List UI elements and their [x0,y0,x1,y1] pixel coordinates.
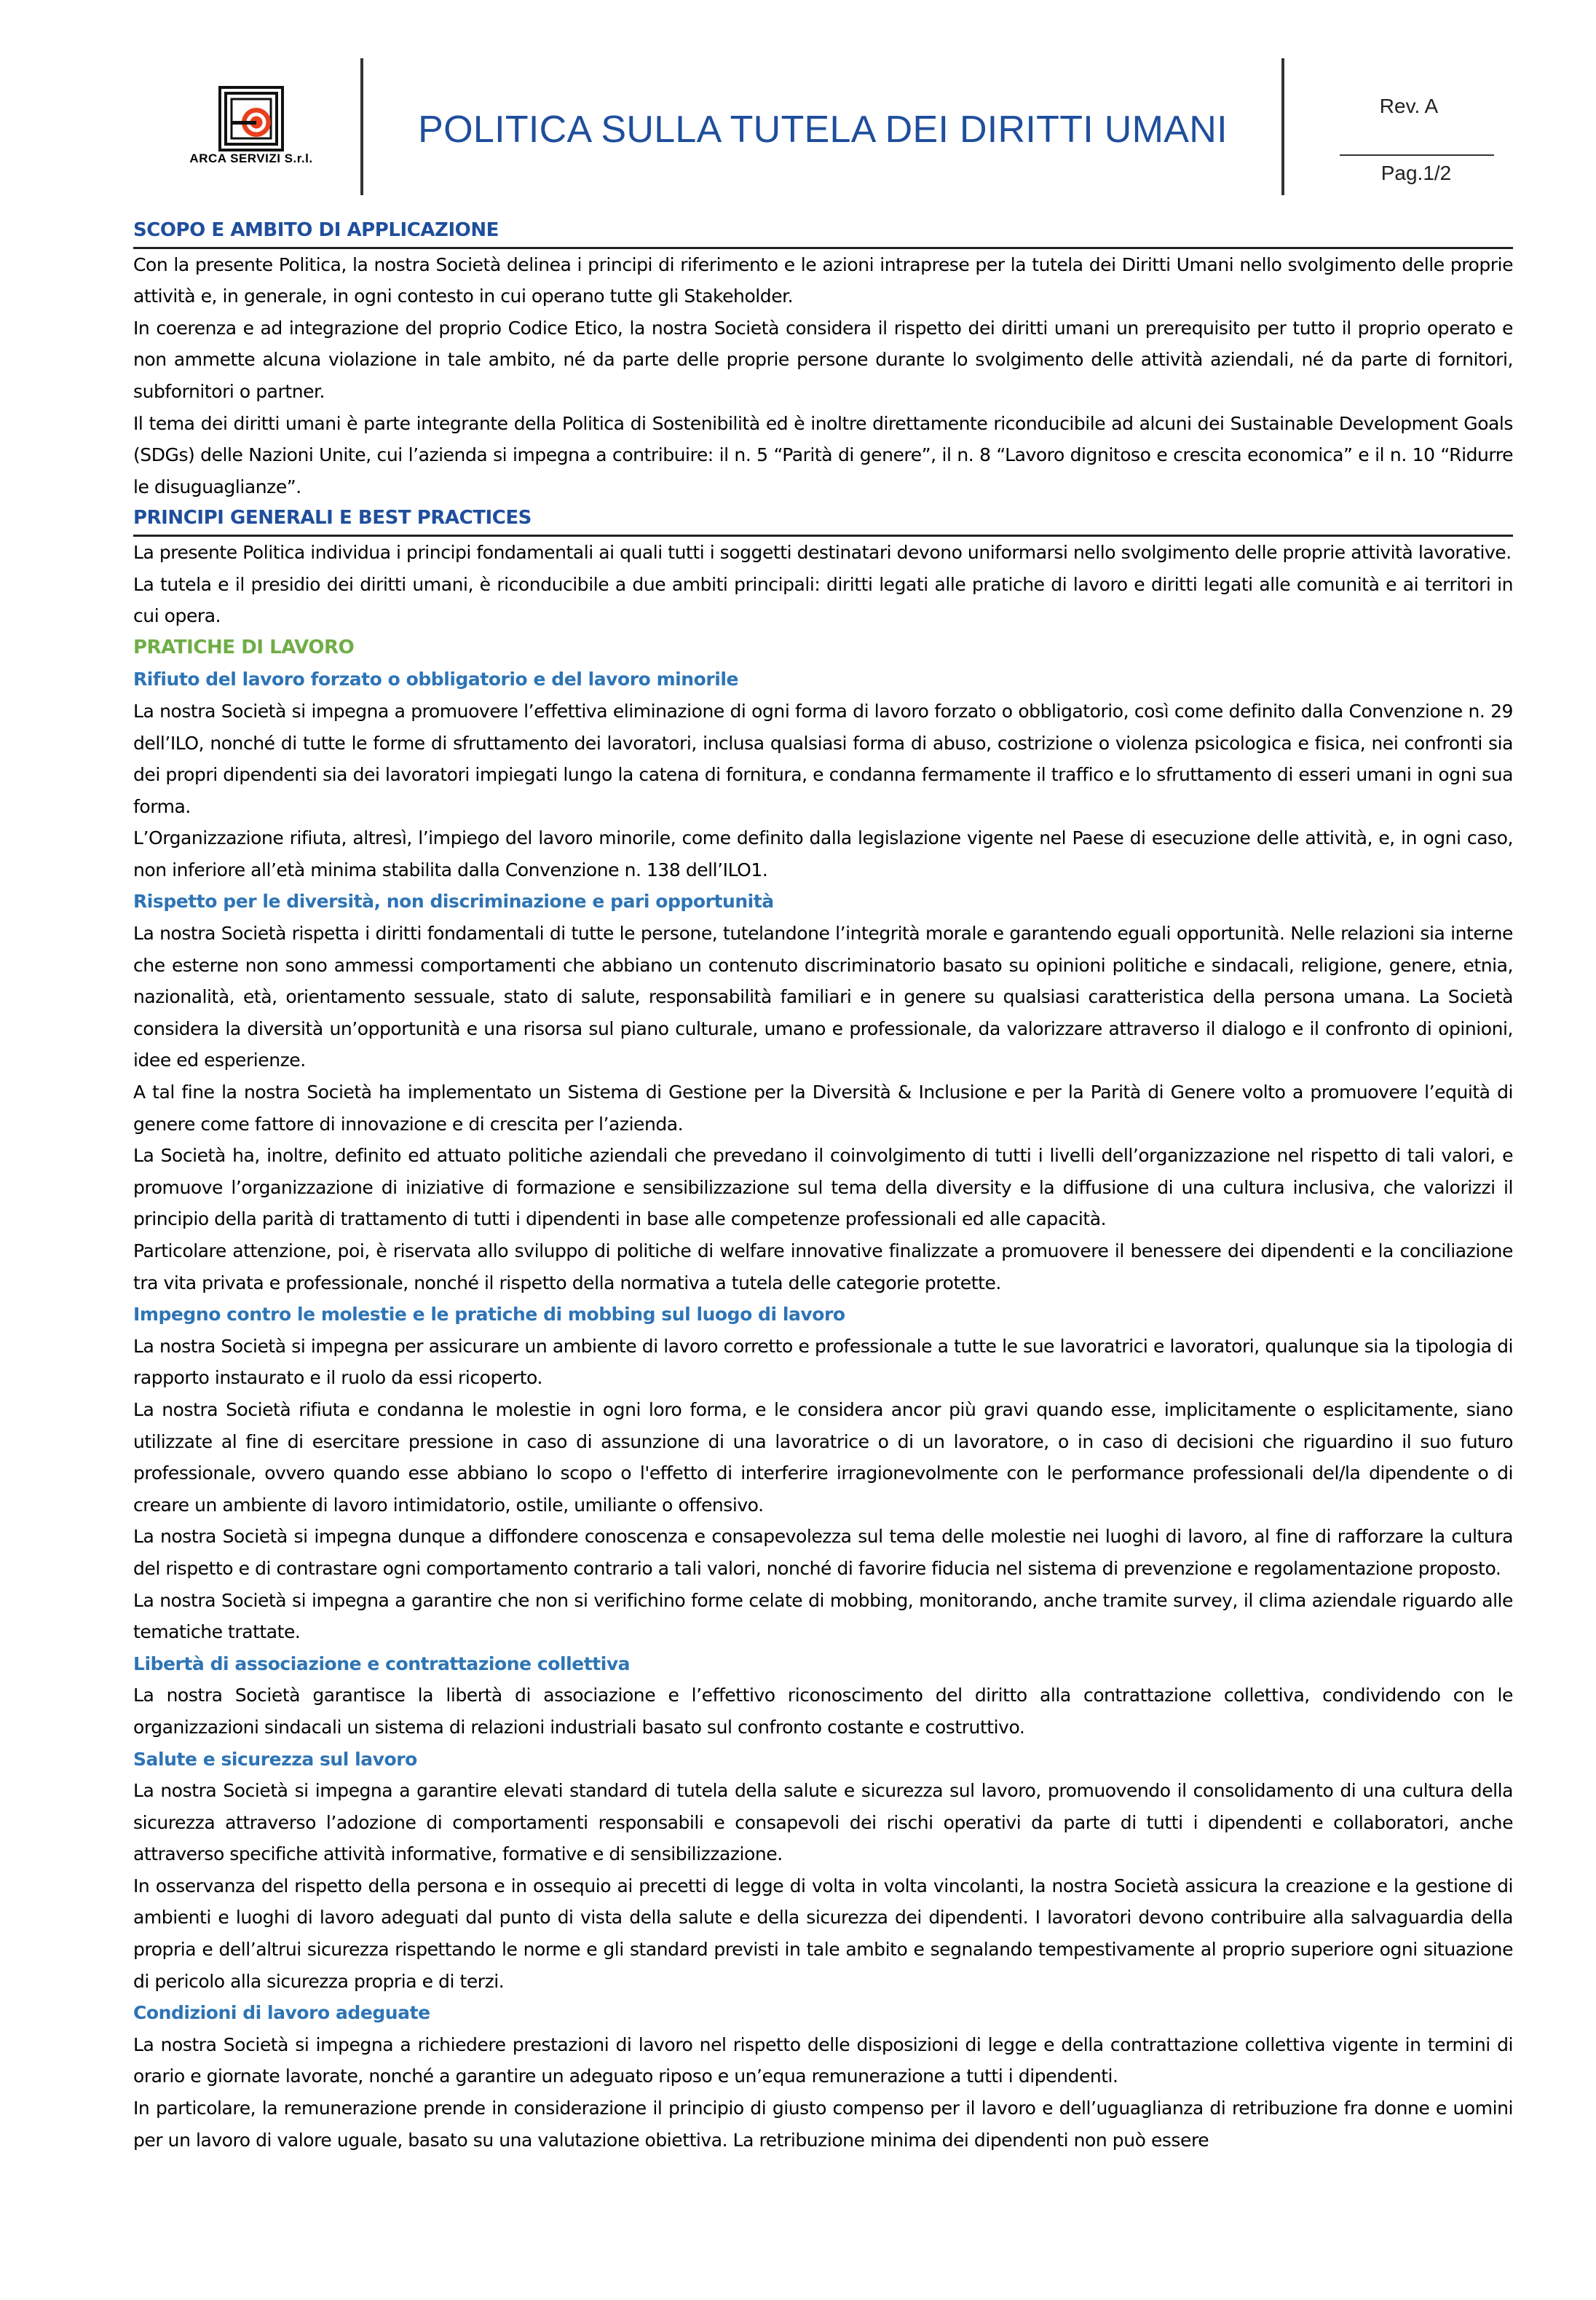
subsection-heading: Salute e sicurezza sul lavoro [133,1748,417,1770]
document-header [0,0,1596,204]
document-body [133,215,1513,2156]
company-name: ARCA SERVIZI S.r.l. [189,151,313,165]
paragraph: La nostra Società si impegna a garantire elevati standard di tutela della salute e sicurezza sul lavoro, promuovendo il consolidamento di una cultura della sicurezza attraverso l’adozione di comportamenti responsabili e consapevoli dei rischi operativi da parte di tutti i dipendenti e collaboratori, anche attraverso specifiche attività informative, formative e di sensibilizzazione. [133,1780,1513,1865]
paragraph: La nostra Società si impegna dunque a diffondere conoscenza e consapevolezza sul tema delle molestie nei luoghi di lavoro, al fine di rafforzare la cultura del rispetto e di contrastare ogni comportamento contrario a tali valori, nonché di favorire fiducia nel sistema di prevenzione e regolamentazione proposto. [133,1526,1513,1579]
arca-logo-icon [218,86,284,151]
page-number: Pag.1/2 [1380,162,1452,184]
revision-label: Rev. A [1379,95,1439,117]
paragraph: La nostra Società si impegna a promuovere l’effettiva eliminazione di ogni forma di lavoro forzato o obbligatorio, così come definito dalla Convenzione n. 29 dell’ILO, nonché di tutte le forme di sfruttamento dei lavoratori, inclusa qualsiasi forma di abuso, costrizione o violenza psicologica e fisica, nei confronti sia dei propri dipendenti sia dei lavoratori impiegati lungo la catena di fornitura, e condanna fermamente il traffico e lo sfruttamento di esseri umani in ogni sua forma. [133,700,1513,817]
paragraph: In particolare, la remunerazione prende in considerazione il principio di giusto compenso per il lavoro e dell’uguaglianza di retribuzione fra donne e uomini per un lavoro di valore uguale, basato su una valutazione obiettiva. La retribuzione minima dei dipendenti non può essere [133,2098,1513,2151]
paragraph: La tutela e il presidio dei diritti umani, è riconducibile a due ambiti principali: diritti legati alle pratiche di lavoro e diritti legati alle comunità e ai territori in cui opera. [133,573,1513,627]
subsection-heading: Libertà di associazione e contrattazione collettiva [133,1653,631,1674]
document-title: POLITICA SULLA TUTELA DEI DIRITTI UMANI [418,109,1228,151]
subsection-heading: Rispetto per le diversità, non discriminazione e pari opportunità [133,891,774,913]
paragraph: In coerenza e ad integrazione del proprio Codice Etico, la nostra Società considera il rispetto dei diritti umani un prerequisito per tutto il proprio operato e non ammette alcuna violazione in tale ambito, né da parte delle proprie persone durante lo svolgimento delle attività aziendali, né da parte di fornitori, subfornitori o partner. [133,317,1513,402]
paragraph: Con la presente Politica, la nostra Società delinea i principi di riferimento e le azioni intraprese per la tutela dei Diritti Umani nello svolgimento delle proprie attività e, in generale, in ogni contesto in cui operano tutte gli Stakeholder. [133,253,1513,307]
revision-separator [1340,154,1494,156]
paragraph: In osservanza del rispetto della persona e in ossequio ai precetti di legge di volta in volta vincolanti, la nostra Società assicura la creazione e la gestione di ambienti e luoghi di lavoro adeguati dal punto di vista della salute e della sicurezza dei dipendenti. I lavoratori devono contribuire alla salvaguardia della propria e dell’altrui sicurezza rispettando le norme e gli standard previsti in tale ambito e segnalando tempestivamente al proprio superiore ogni situazione di pericolo alla sicurezza propria e di terzi. [133,1875,1513,1992]
paragraph: Il tema dei diritti umani è parte integrante della Politica di Sostenibilità ed è inoltre direttamente riconducibile ad alcuni dei Sustainable Development Goals (SDGs) delle Nazioni Unite, cui l’azienda si impegna a contribuire: il n. 5 “Parità di genere”, il n. 8 “Lavoro dignitoso e crescita economica” e il n. 10 “Ridurre le disuguaglianze”. [133,412,1513,497]
section-heading: SCOPO E AMBITO DI APPLICAZIONE [133,215,1513,249]
paragraph: La nostra Società si impegna a richiedere prestazioni di lavoro nel rispetto delle disposizioni di legge e della contrattazione collettiva vigente in termini di orario e giornate lavorate, nonché a garantire un adeguato riposo e un’equa remunerazione a tutti i dipendenti. [133,2033,1513,2087]
paragraph: La nostra Società si impegna a garantire che non si verifichino forme celate di mobbing, monitorando, anche tramite survey, il clima aziendale riguardo alle tematiche trattate. [133,1589,1513,1643]
paragraph: La nostra Società garantisce la libertà di associazione e l’effettivo riconoscimento del diritto alla contrattazione collettiva, condividendo con le organizzazioni sindacali un sistema di relazioni industriali basato sul confronto costante e costruttivo. [133,1685,1513,1738]
paragraph: La nostra Società si impegna per assicurare un ambiente di lavoro corretto e professionale a tutte le sue lavoratrici e lavoratori, qualunque sia la tipologia di rapporto instaurato e il ruolo da essi ricoperto. [133,1335,1513,1389]
paragraph: A tal fine la nostra Società ha implementato un Sistema di Gestione per la Diversità & Inclusione e per la Parità di Genere volto a promuovere l’equità di genere come fattore di innovazione e di crescita per l’azienda. [133,1082,1513,1135]
subsection-heading: Impegno contro le molestie e le pratiche di mobbing sul luogo di lavoro [133,1304,845,1326]
paragraph: La nostra Società rifiuta e condanna le molestie in ogni loro forma, e le considera ancor più gravi quando esse, implicitamente o esplicitamente, siano utilizzate al fine di esercitare pressione in caso di assunzione di una lavoratrice o di un lavoratore, o in caso di decisioni che riguardino il suo futuro professionale, ovvero quando esse abbiano lo scopo o l'effetto di interferire irragionevolmente con le performance professionali del/la dipendente o di creare un ambiente di lavoro intimidatorio, ostile, umiliante o offensivo. [133,1398,1513,1516]
group-heading: PRATICHE DI LAVORO [133,636,355,658]
header-divider-right [1281,58,1284,195]
paragraph: La Società ha, inoltre, definito ed attuato politiche aziendali che prevedano il coinvolgimento di tutti i livelli dell’organizzazione nel rispetto di tali valori, e promuove l’organizzazione di iniziative di formazione e sensibilizzazione sul tema della diversity e la diffusione di una cultura inclusiva, che valorizzi il principio della parità di trattamento di tutti i dipendenti in base alle competenze professionali ed alle capacità. [133,1145,1513,1230]
paragraph: Particolare attenzione, poi, è riservata allo sviluppo di politiche di welfare innovative finalizzate a promuovere il benessere dei dipendenti e la conciliazione tra vita privata e professionale, nonché il rispetto della normativa a tutela delle categorie protette. [133,1240,1513,1293]
paragraph: La presente Politica individua i principi fondamentali ai quali tutti i soggetti destinatari devono uniformarsi nello svolgimento delle proprie attività lavorative. [133,541,1512,563]
subsection-heading: Condizioni di lavoro adeguate [133,2002,430,2024]
section-heading: PRINCIPI GENERALI E BEST PRACTICES [133,503,1513,537]
paragraph: La nostra Società rispetta i diritti fondamentali di tutte le persone, tutelandone l’integrità morale e garantendo eguali opportunità. Nelle relazioni sia interne che esterne non sono ammessi comportamenti che abbiano un contenuto discriminatorio basato su opinioni politiche e sindacali, religione, genere, etnia, nazionalità, età, orientamento sessuale, stato di salute, responsabilità familiari e in genere su qualsiasi caratteristica della persona umana. La Società considera la diversità un’opportunità e una risorsa sul piano culturale, umano e professionale, da valorizzare attraverso il dialogo e il confronto di opinioni, idee ed esperienze. [133,923,1513,1071]
paragraph: L’Organizzazione rifiuta, altresì, l’impiego del lavoro minorile, come definito dalla legislazione vigente nel Paese di esecuzione delle attività, e, in ogni caso, non inferiore all’età minima stabilita dalla Convenzione n. 138 dell’ILO1. [133,827,1513,881]
subsection-heading: Rifiuto del lavoro forzato o obbligatorio e del lavoro minorile [133,669,738,690]
header-divider-left [360,58,363,195]
